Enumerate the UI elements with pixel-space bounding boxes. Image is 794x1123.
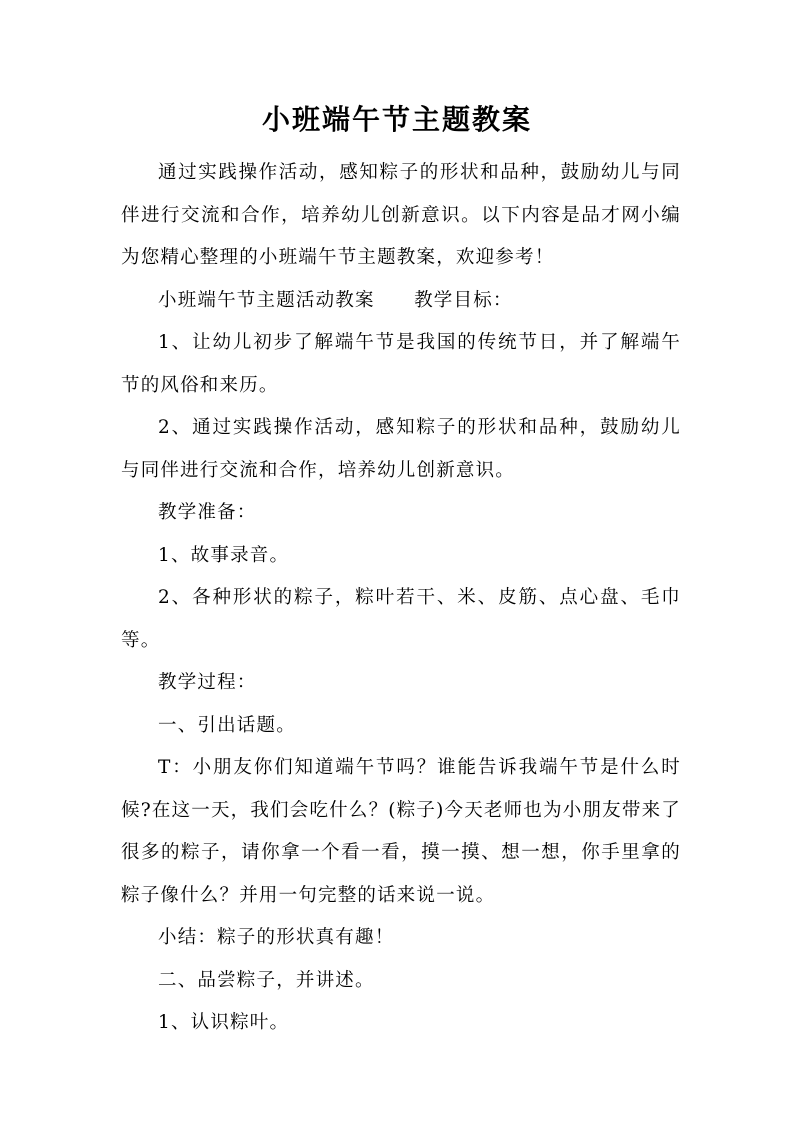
paragraph-step-1-body: T：小朋友你们知道端午节吗？谁能告诉我端午节是什么时候?在这一天，我们会吃什么？(粽子)今天老师也为小朋友带来了很多的粽子，请你拿一个看一看，摸一摸、想一想，你手里拿的粽子像什么？并用一句完整的话来说一说。: [121, 757, 681, 906]
paragraph-summary: 小结：粽子的形状真有趣！: [158, 927, 395, 948]
document-title: 小班端午节主题教案: [261, 103, 532, 136]
paragraph-step-2-item-1: 1、认识粽叶。: [158, 1012, 290, 1033]
paragraph-intro: 通过实践操作活动，感知粽子的形状和品种，鼓励幼儿与同伴进行交流和合作，培养幼儿创新意识。以下内容是品才网小编为您精心整理的小班端午节主题教案，欢迎参考！: [121, 162, 681, 268]
paragraph-prep-heading: 教学准备：: [158, 502, 257, 523]
paragraph-goal-2: 2、通过实践操作活动，感知粽子的形状和品种，鼓励幼儿与同伴进行交流和合作，培养幼儿创新意识。: [121, 417, 681, 481]
paragraph-goal-1: 1、让幼儿初步了解端午节是我国的传统节日，并了解端午节的风俗和来历。: [121, 332, 681, 396]
paragraph-step-2-heading: 二、品尝粽子，并讲述。: [158, 969, 375, 991]
paragraph-prep-1: 1、故事录音。: [158, 544, 290, 566]
paragraph-prep-2: 2、各种形状的粽子，粽叶若干、米、皮筋、点心盘、毛巾等。: [121, 587, 681, 651]
paragraph-step-1-heading: 一、引出话题。: [158, 714, 296, 736]
paragraph-process-heading: 教学过程：: [158, 672, 257, 693]
paragraph-plan-heading: 小班端午节主题活动教案 教学目标：: [158, 289, 513, 311]
document-body: [121, 152, 681, 1045]
